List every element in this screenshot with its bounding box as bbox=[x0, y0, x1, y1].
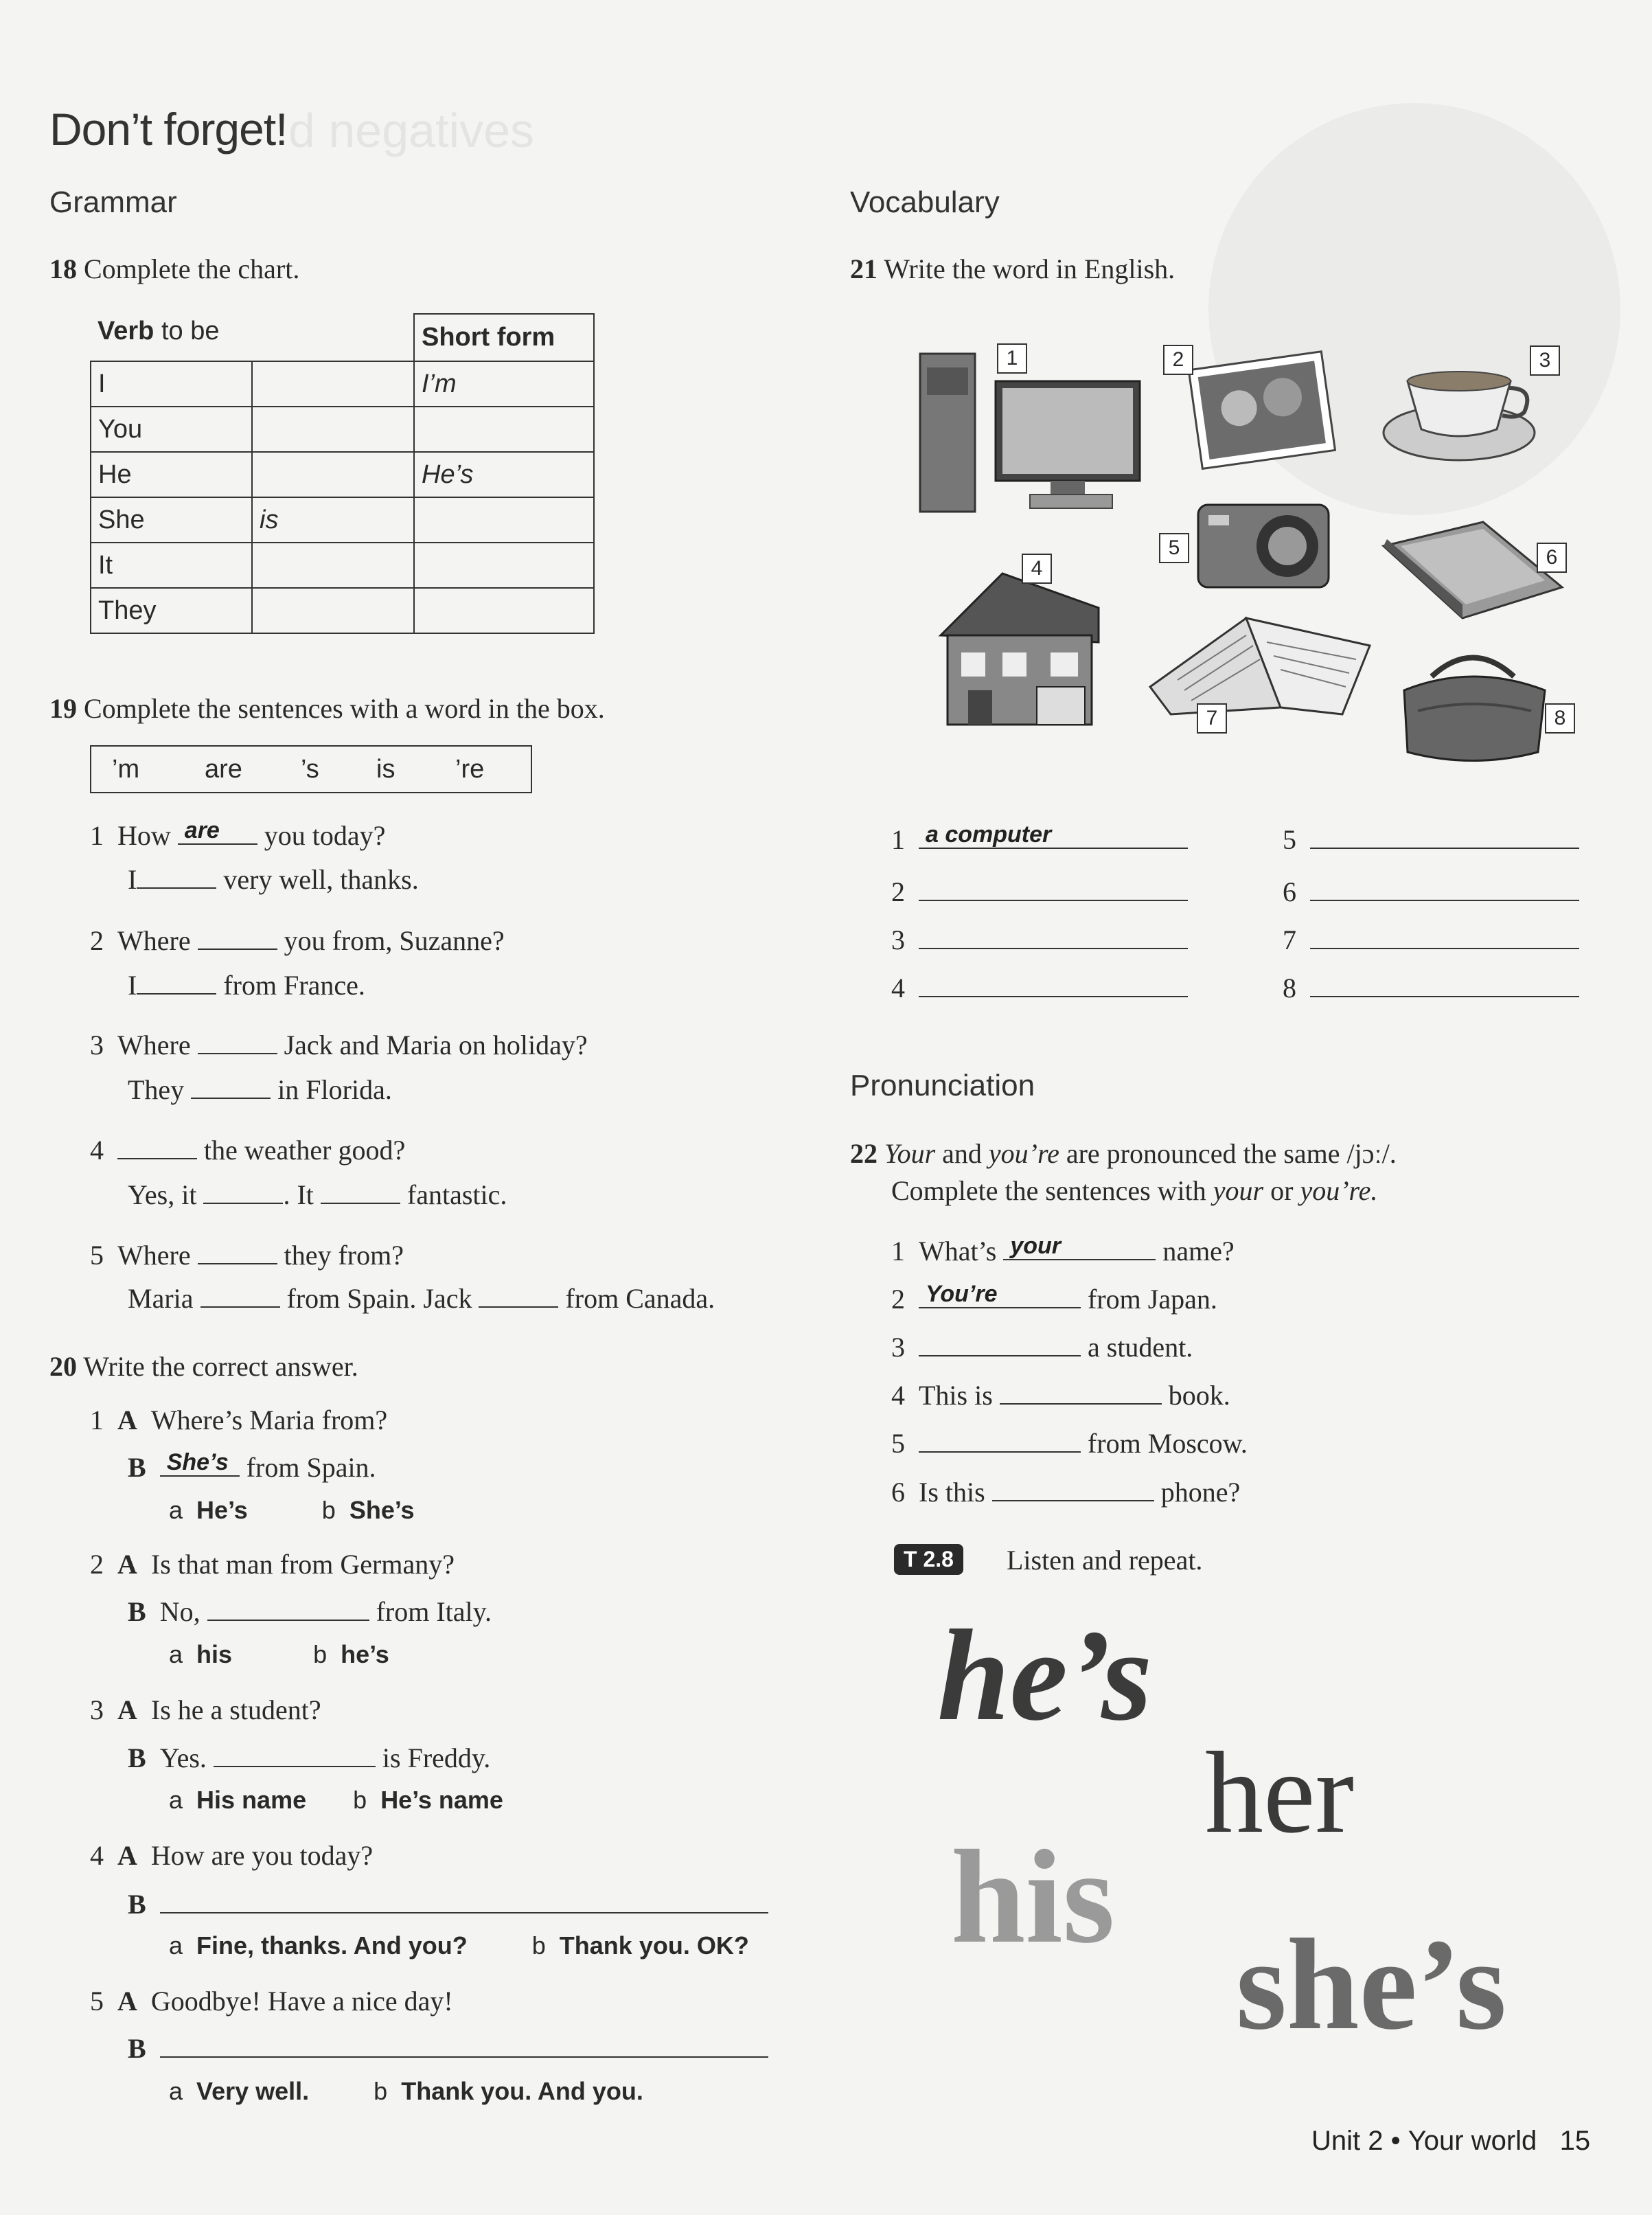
answer-blank[interactable] bbox=[919, 1427, 1081, 1453]
ex20-item-5-a: 5 A Goodbye! Have a nice day! bbox=[90, 1986, 453, 2017]
ex20-item-3-options: a His name b He’s name bbox=[169, 1786, 503, 1814]
option-a[interactable]: Very well. bbox=[196, 2077, 310, 2105]
grammar-heading: Grammar bbox=[49, 185, 177, 219]
picture-number: 6 bbox=[1537, 543, 1567, 573]
ex20-item-5-b: B bbox=[128, 2032, 768, 2063]
ex22-item-4: 4 This is book. bbox=[891, 1380, 1230, 1411]
ex21-answer-7: 7 bbox=[1283, 923, 1579, 954]
picture-number: 5 bbox=[1159, 533, 1189, 563]
house-icon bbox=[927, 560, 1105, 731]
ex20-item-2-options: a his b he’s bbox=[169, 1640, 389, 1668]
picture-number: 3 bbox=[1530, 345, 1560, 376]
answer-line[interactable] bbox=[160, 1887, 768, 1913]
answer-line[interactable] bbox=[919, 875, 1188, 901]
exercise-number: 18 bbox=[49, 253, 77, 284]
ex20-item-5-options: a Very well. b Thank you. And you. bbox=[169, 2077, 643, 2105]
ex21-answer-8: 8 bbox=[1283, 971, 1579, 1002]
ex19-item-3: 3 Where Jack and Maria on holiday? bbox=[90, 1030, 588, 1060]
answer-blank[interactable] bbox=[919, 1330, 1081, 1356]
exercise-number: 19 bbox=[49, 693, 77, 724]
answer-blank[interactable] bbox=[191, 1073, 271, 1099]
answer-blank[interactable] bbox=[321, 1178, 400, 1204]
ex20-item-2-b: B No, from Italy. bbox=[128, 1596, 492, 1627]
ex19-item-4-reply: Yes, it . It fantastic. bbox=[128, 1179, 507, 1210]
option-b[interactable]: Thank you. And you. bbox=[401, 2077, 643, 2105]
page-footer: Unit 2 • Your world 15 bbox=[1311, 2126, 1591, 2156]
ex21-instruction: 21 Write the word in English. bbox=[850, 253, 1175, 284]
option-b[interactable]: he’s bbox=[341, 1640, 389, 1668]
ex22-item-6: 6 Is this phone? bbox=[891, 1477, 1241, 1508]
ex19-item-2: 2 Where you from, Suzanne? bbox=[90, 925, 505, 956]
ex20-item-3-a: 3 A Is he a student? bbox=[90, 1694, 321, 1725]
answer-line[interactable] bbox=[1310, 823, 1579, 849]
ex20-item-3-b: B Yes. is Freddy. bbox=[128, 1742, 491, 1773]
exercise-number: 21 bbox=[850, 253, 877, 284]
ex19-item-5-reply: Maria from Spain. Jack from Canada. bbox=[128, 1283, 715, 1314]
answer-blank[interactable] bbox=[479, 1282, 558, 1308]
answer-line[interactable] bbox=[919, 923, 1188, 949]
ex19-instruction: 19 Complete the sentences with a word in the box. bbox=[49, 693, 605, 724]
answer-blank[interactable] bbox=[203, 1178, 283, 1204]
answer-blank[interactable] bbox=[198, 1028, 277, 1054]
ex22-instruction-line2: Complete the sentences with your or you’re. bbox=[891, 1175, 1378, 1206]
ex20-item-4-b: B bbox=[128, 1887, 768, 1918]
answer-line[interactable] bbox=[1310, 923, 1579, 949]
word-shes: she’s bbox=[1236, 1913, 1507, 2057]
word-her: her bbox=[1205, 1728, 1355, 1857]
picture-number: 7 bbox=[1197, 703, 1227, 734]
ex19-item-3-reply: They in Florida. bbox=[128, 1074, 392, 1105]
photo-icon bbox=[1181, 347, 1339, 470]
answer-line[interactable] bbox=[919, 971, 1188, 997]
ex21-answer-2: 2 bbox=[891, 875, 1188, 906]
ex19-item-2-reply: I from France. bbox=[128, 970, 365, 1001]
pronunciation-heading: Pronunciation bbox=[850, 1069, 1035, 1102]
ex20-item-1-a: 1 A Where’s Maria from? bbox=[90, 1405, 388, 1435]
short-form-header: Short form bbox=[414, 314, 594, 361]
option-b[interactable]: Thank you. OK? bbox=[559, 1931, 749, 1960]
option-b[interactable]: He’s name bbox=[380, 1786, 503, 1814]
picture-number: 4 bbox=[1022, 554, 1052, 584]
ex20-item-4-a: 4 A How are you today? bbox=[90, 1840, 374, 1871]
answer-blank[interactable] bbox=[200, 1282, 280, 1308]
ex19-item-4: 4 the weather good? bbox=[90, 1135, 406, 1166]
answer-blank[interactable] bbox=[117, 1133, 197, 1159]
ex20-instruction: 20 Write the correct answer. bbox=[49, 1351, 358, 1382]
option-a[interactable]: Fine, thanks. And you? bbox=[196, 1931, 468, 1960]
ex21-answer-3: 3 bbox=[891, 923, 1188, 954]
ex19-item-1-reply: I very well, thanks. bbox=[128, 864, 419, 895]
word-box: ’m are ’s is ’re bbox=[90, 745, 532, 793]
answer-blank[interactable] bbox=[198, 924, 277, 950]
answer-line[interactable] bbox=[1310, 875, 1579, 901]
answer-line[interactable]: a computer bbox=[919, 823, 1188, 849]
teacup-icon bbox=[1380, 347, 1545, 470]
ex21-answer-4: 4 bbox=[891, 971, 1188, 1002]
ex18-instruction: 18 Complete the chart. bbox=[49, 253, 300, 284]
bag-icon bbox=[1390, 642, 1555, 766]
option-b[interactable]: She’s bbox=[349, 1496, 415, 1524]
answer-blank[interactable]: your bbox=[1003, 1234, 1156, 1260]
ex22-item-2: 2 You’re from Japan. bbox=[891, 1281, 1217, 1315]
listen-instruction: Listen and repeat. bbox=[1007, 1545, 1203, 1576]
chart-row: They bbox=[91, 588, 594, 633]
chart-row: I I’m bbox=[91, 361, 594, 407]
chart-row: He He’s bbox=[91, 452, 594, 497]
chart-row: She is bbox=[91, 497, 594, 543]
computer-icon bbox=[913, 347, 1147, 519]
bleed-through-text: d negatives bbox=[288, 104, 535, 157]
ex22-instruction-line1: 22 Your and you’re are pronounced the same /jɔː/. bbox=[850, 1138, 1397, 1169]
answer-blank[interactable] bbox=[198, 1238, 277, 1264]
answer-blank[interactable]: She’s bbox=[160, 1451, 240, 1477]
exercise-number: 22 bbox=[850, 1138, 877, 1169]
option-a[interactable]: He’s bbox=[196, 1496, 248, 1524]
answer-blank[interactable] bbox=[137, 863, 216, 889]
answer-line[interactable] bbox=[160, 2032, 768, 2058]
exercise-number: 20 bbox=[49, 1351, 77, 1382]
ex20-item-2-a: 2 A Is that man from Germany? bbox=[90, 1549, 455, 1580]
ex20-item-1-b: B She’s from Spain. bbox=[128, 1449, 376, 1483]
answer-line[interactable] bbox=[1310, 971, 1579, 997]
ex22-item-1: 1 What’s your name? bbox=[891, 1233, 1235, 1266]
picture-number: 8 bbox=[1545, 703, 1575, 734]
ex22-item-5: 5 from Moscow. bbox=[891, 1428, 1248, 1459]
picture-number: 2 bbox=[1163, 345, 1193, 375]
answer-blank[interactable] bbox=[214, 1741, 376, 1767]
ex21-answer-5: 5 bbox=[1283, 823, 1579, 854]
ex19-item-5: 5 Where they from? bbox=[90, 1240, 404, 1271]
option-a[interactable]: His name bbox=[196, 1786, 307, 1814]
answer-blank[interactable]: You’re bbox=[919, 1282, 1081, 1308]
page-title: Don’t forget! bbox=[49, 104, 288, 155]
vocabulary-heading: Vocabulary bbox=[850, 185, 1000, 219]
ex20-item-4-options: a Fine, thanks. And you? b Thank you. OK? bbox=[169, 1931, 749, 1960]
answer-blank[interactable] bbox=[207, 1595, 369, 1621]
ex21-answer-6: 6 bbox=[1283, 875, 1579, 906]
ex19-item-1: 1 How are you today? bbox=[90, 817, 386, 851]
option-a[interactable]: his bbox=[196, 1640, 233, 1668]
word-his: his bbox=[951, 1823, 1115, 1971]
page-number: 15 bbox=[1559, 2126, 1591, 2156]
chart-row: It bbox=[91, 543, 594, 588]
verb-chart: Verb to be Short form I I’m You He He’s She is It They bbox=[90, 313, 595, 634]
word-hes: he’s bbox=[937, 1604, 1153, 1748]
ex20-item-1-options: a He’s b She’s bbox=[169, 1496, 415, 1524]
camera-icon bbox=[1191, 498, 1335, 594]
ex22-item-3: 3 a student. bbox=[891, 1332, 1193, 1363]
answer-blank[interactable]: are bbox=[178, 819, 257, 845]
answer-blank[interactable] bbox=[992, 1475, 1154, 1501]
answer-blank[interactable] bbox=[137, 968, 216, 995]
picture-number: 1 bbox=[997, 343, 1027, 374]
book-icon bbox=[1143, 604, 1377, 721]
chart-row: You bbox=[91, 407, 594, 452]
audio-track-badge[interactable]: T 2.8 bbox=[894, 1544, 963, 1575]
ex21-answer-1: 1 a computer bbox=[891, 823, 1188, 854]
answer-blank[interactable] bbox=[1000, 1378, 1162, 1405]
